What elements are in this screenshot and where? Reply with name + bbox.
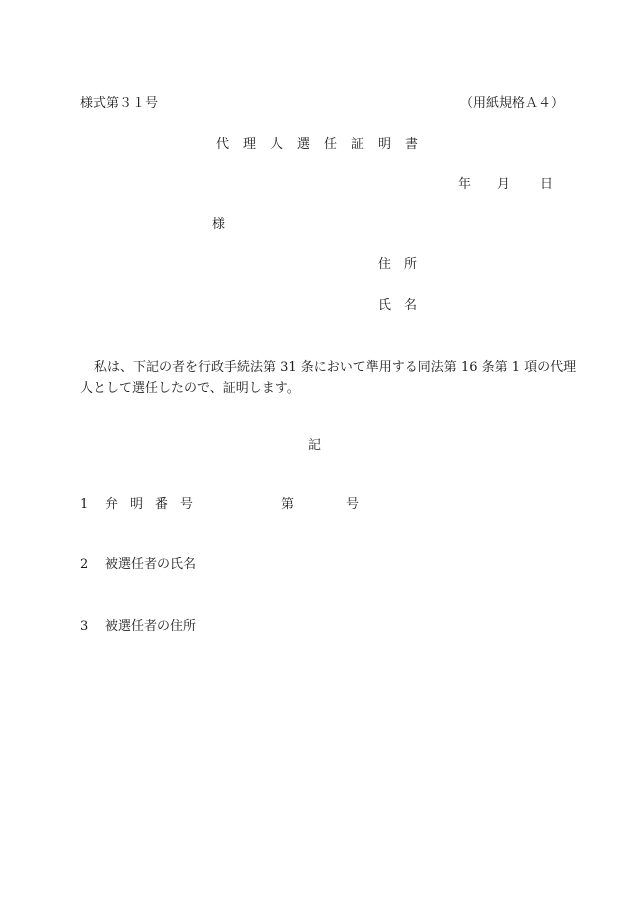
applicant-address-label: 住所 [378,257,431,272]
item-label: 被選任者の住所 [105,619,197,634]
applicant-name-label: 氏名 [378,298,431,313]
item-number: 3 [80,619,89,634]
date-year-label: 年 [458,177,472,192]
number-suffix: 号 [346,497,360,512]
form-number: 様式第３１号 [80,96,159,111]
ki-heading: 記 [308,438,322,453]
paper-size-note: （用紙規格Ａ４） [460,96,565,111]
addressee-suffix: 様 [212,217,226,232]
document-title: 代理人選任証明書 [216,137,433,152]
item-number: 1 [80,497,89,512]
date-month-label: 月 [497,177,511,192]
number-prefix: 第 [281,497,295,512]
item-label: 弁明番号 [105,497,206,512]
date-day-label: 日 [540,177,554,192]
certification-statement: 私は、下記の者を行政手続法第 31 条において準用する同法第 16 条第 1 項の代理人として選任したので、証明します。 [80,360,577,396]
item-label: 被選任者の氏名 [105,557,197,572]
item-number: 2 [80,557,89,572]
